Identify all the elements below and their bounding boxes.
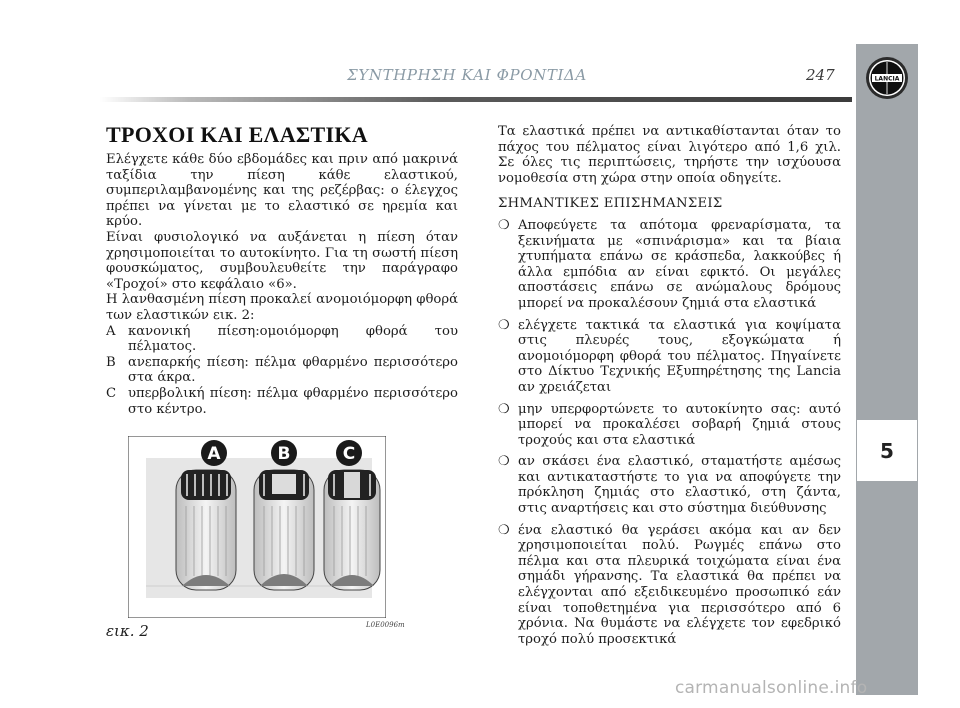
right-column [498, 124, 841, 653]
figure-label-c [336, 440, 362, 466]
left-column [106, 122, 458, 417]
paragraph: Ελέγχετε κάθε δύο εβδομάδες και πριν από μακρινά ταξίδια την πίεση κάθε ελαστικού, συμπεριλαμβανομένης και της ρεζέρβας: ο έλεγχος πρέπει να γίνεται με το ελαστικό σε ηρεμία και κρύο. [106, 152, 458, 230]
list-letter: C [106, 385, 117, 401]
bullet-circle-icon: ❍ [498, 317, 510, 333]
section-title: ΤΡΟΧΟΙ ΚΑΙ ΕΛΑΣΤΙΚΑ [106, 122, 368, 147]
list-letter: B [106, 354, 116, 370]
warning-text: ένα ελαστικό θα γεράσει ακόμα και αν δεν χρησιμοποιείται πολύ. Ρωγμές επάνω στο πέλμα και στα πλευρικά τοιχώματα είναι ένα σημάδι γήρανσης. Τα ελαστικά θα πρέπει να ελέγχονται από εξειδικευμένο προσωπικό εάν είναι τοποθετημένα για περισσότερο από 6 χρόνια. Να θυμάστε να ελέγχετε τον εφεδρικό τροχό πολύ προσεκτικά [518, 522, 841, 647]
watermark: carmanualsonline.info [675, 678, 868, 698]
tyre-a-illustration [176, 470, 236, 590]
bullet-circle-icon: ❍ [498, 401, 510, 417]
list-text: ανεπαρκής πίεση: πέλμα φθαρμένο περισσότερο στα άκρα. [128, 354, 458, 386]
warning-item [498, 218, 841, 312]
warning-text: ελέγχετε τακτικά τα ελαστικά για κοψίματα στις πλευρές τους, εξογκώματα ή ανομοιόμορφη φθορά του πέλματος. Πηγαίνετε στο Δίκτυο Τεχνικής Εξυπηρέτησης της Lancia αν χρειάζεται [518, 317, 841, 395]
svg-text:A: A [207, 444, 221, 464]
tyre-c-illustration [324, 470, 380, 590]
warning-text: αν σκάσει ένα ελαστικό, σταματήστε αμέσως και αντικαταστήστε το για να αποφύγετε την πρόκληση ζημιάς στο ελαστικό, στη ζάντα, στις αναρτήσεις και στο σύστημα διεύθυνσης [518, 454, 841, 517]
figure-code: L0E0096m [366, 621, 405, 629]
running-header-title: ΣΥΝΤΗΡΗΣΗ ΚΑΙ ΦΡΟΝΤΙΔΑ [347, 66, 587, 84]
figure-caption: εικ. 2 [106, 622, 149, 640]
warning-item [498, 402, 841, 449]
warning-text: μην υπερφορτώνετε το αυτοκίνητο σας: αυτό μπορεί να προκαλέσει σοβαρή ζημιά στους τροχούς και στα ελαστικά [518, 401, 841, 448]
pressure-list-item [106, 355, 458, 386]
chapter-number-tab: 5 [857, 420, 917, 481]
lancia-logo-icon [865, 56, 909, 100]
logo-text: LANCIA [874, 75, 900, 83]
tyre-b-illustration [254, 470, 314, 590]
svg-text:B: B [277, 444, 291, 464]
warning-text: Αποφεύγετε τα απότομα φρεναρίσματα, τα ξεκινήματα με «σπινάρισμα» και τα βίαια χτυπήματα επάνω σε κράσπεδα, λακκούβες ή άλλα εμπόδια αν είναι εφικτό. Οι μεγάλες αποστάσεις επάνω σε ανώμαλους δρόμους μπορεί να προκαλέσουν ζημιά στα ελαστικά [518, 217, 841, 311]
paragraph: Είναι φυσιολογικό να αυξάνεται η πίεση όταν χρησιμοποιείται το αυτοκίνητο. Για τη σωστή πίεση φουσκώματος, συμβουλευθείτε την παράγραφο «Τροχοί» στο κεφάλαιο «6». [106, 229, 458, 292]
figure-label-a [201, 440, 227, 466]
pressure-list-item [106, 324, 458, 355]
warning-item [498, 318, 841, 396]
bullet-circle-icon: ❍ [498, 454, 510, 470]
paragraph: Τα ελαστικά πρέπει να αντικαθίστανται όταν το πάχος του πέλματος είναι λιγότερο από 1,6 χιλ. Σε όλες τις περιπτώσεις, τηρήστε την ισχύουσα νομοθεσία στη χώρα στην οποία οδηγείτε. [498, 124, 841, 186]
tyre-wear-figure [128, 436, 386, 618]
figure-label-b [271, 440, 297, 466]
svg-text:C: C [342, 444, 356, 464]
warnings-heading: ΣΗΜΑΝΤΙΚΕΣ ΕΠΙΣΗΜΑΝΣΕΙΣ [498, 196, 723, 212]
chapter-side-band [856, 44, 918, 695]
list-letter: A [106, 323, 116, 339]
paragraph: Η λανθασμένη πίεση προκαλεί ανομοιόμορφη φθορά των ελαστικών εικ. 2: [106, 292, 458, 323]
header-rule [100, 97, 852, 102]
list-text: υπερβολική πίεση: πέλμα φθαρμένο περισσότερο στο κέντρο. [128, 385, 458, 417]
list-text: κανονική πίεση:ομοιόμορφη φθορά του πέλματος. [128, 323, 458, 355]
warning-item [498, 523, 841, 648]
bullet-circle-icon: ❍ [498, 217, 510, 233]
bullet-circle-icon: ❍ [498, 522, 510, 538]
warning-item [498, 454, 841, 516]
pressure-list-item [106, 386, 458, 417]
page-number: 247 [806, 66, 835, 84]
